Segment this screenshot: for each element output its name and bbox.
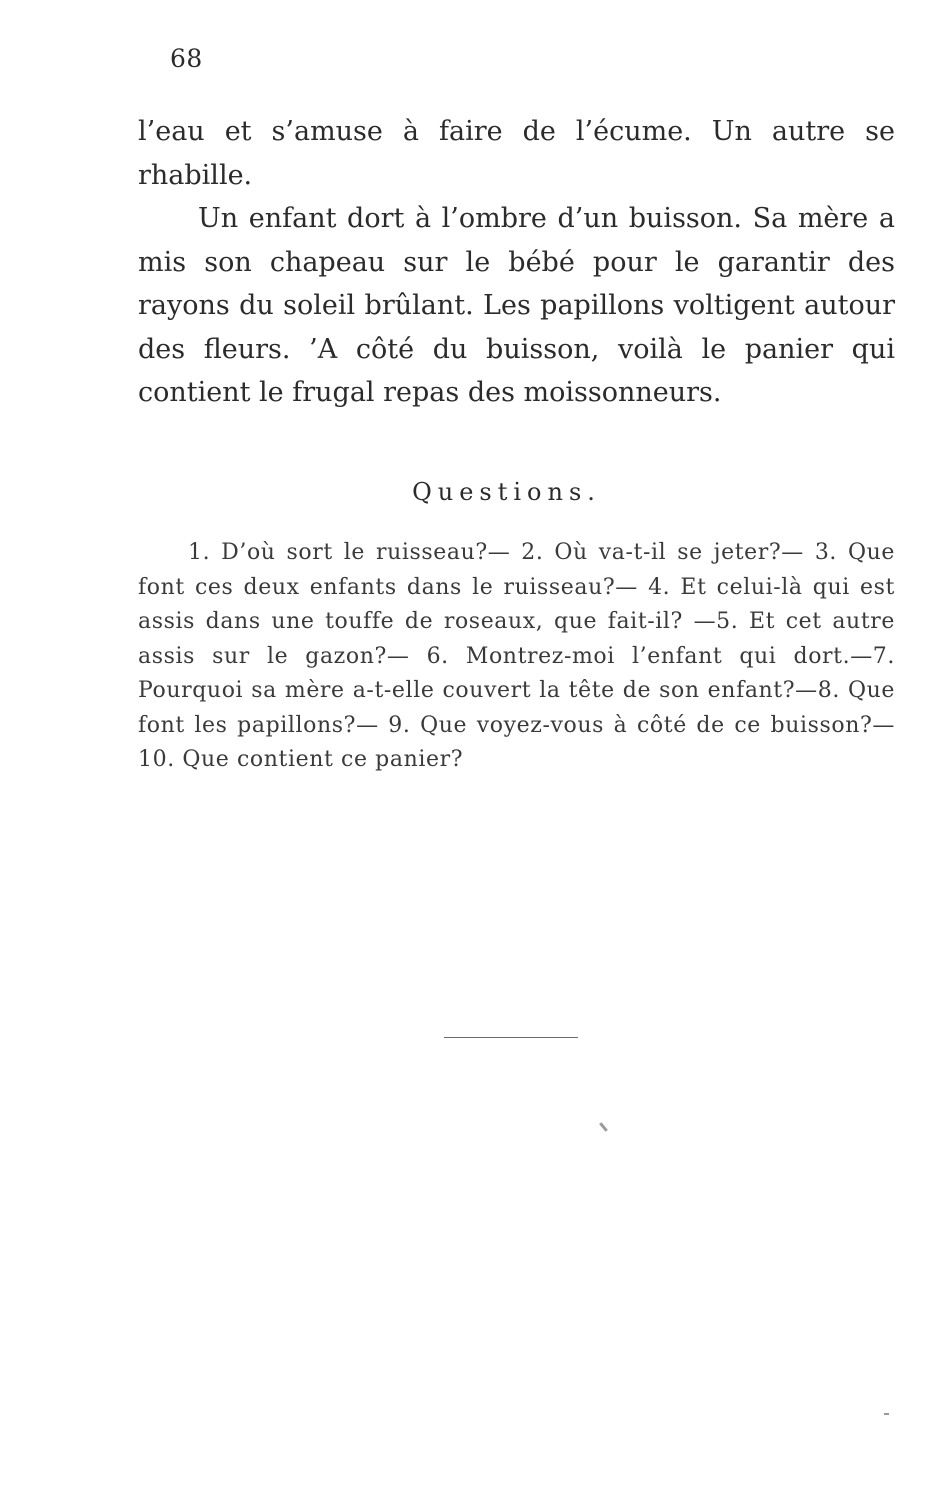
- print-speck: [884, 1413, 889, 1415]
- section-divider: [444, 1037, 578, 1038]
- print-speck: [599, 1122, 608, 1132]
- body-text: [138, 110, 895, 415]
- paragraph-continuation: l’eau et s’amuse à faire de l’écume. Un autre se rhabille.: [138, 116, 895, 191]
- paragraph-child-sleeping: Un enfant dort à l’ombre d’un buisson. Sa mère a mis son chapeau sur le bébé pour le garantir des rayons du soleil brûlant. Les papillons voltigent autour des fleurs. ’A côté du buisson, voilà le panier qui contient le frugal repas des moissonneurs.: [138, 203, 895, 408]
- questions-paragraph: 1. D’où sort le ruisseau?— 2. Où va-t-il se jeter?— 3. Que font ces deux enfants dans le ruisseau?— 4. Et celui-là qui est assis dans une touffe de roseaux, que fait-il? —5. Et cet autre assis sur le gazon?— 6. Montrez-moi l’enfant qui dort.—7. Pourquoi sa mère a-t-elle couvert la tête de son enfant?—8. Que font les papillons?— 9. Que voyez-vous à côté de ce buisson?— 10. Que contient ce panier?: [138, 540, 895, 772]
- page-number: 68: [170, 44, 203, 73]
- questions-list: [138, 536, 895, 778]
- questions-heading: Questions.: [412, 478, 601, 506]
